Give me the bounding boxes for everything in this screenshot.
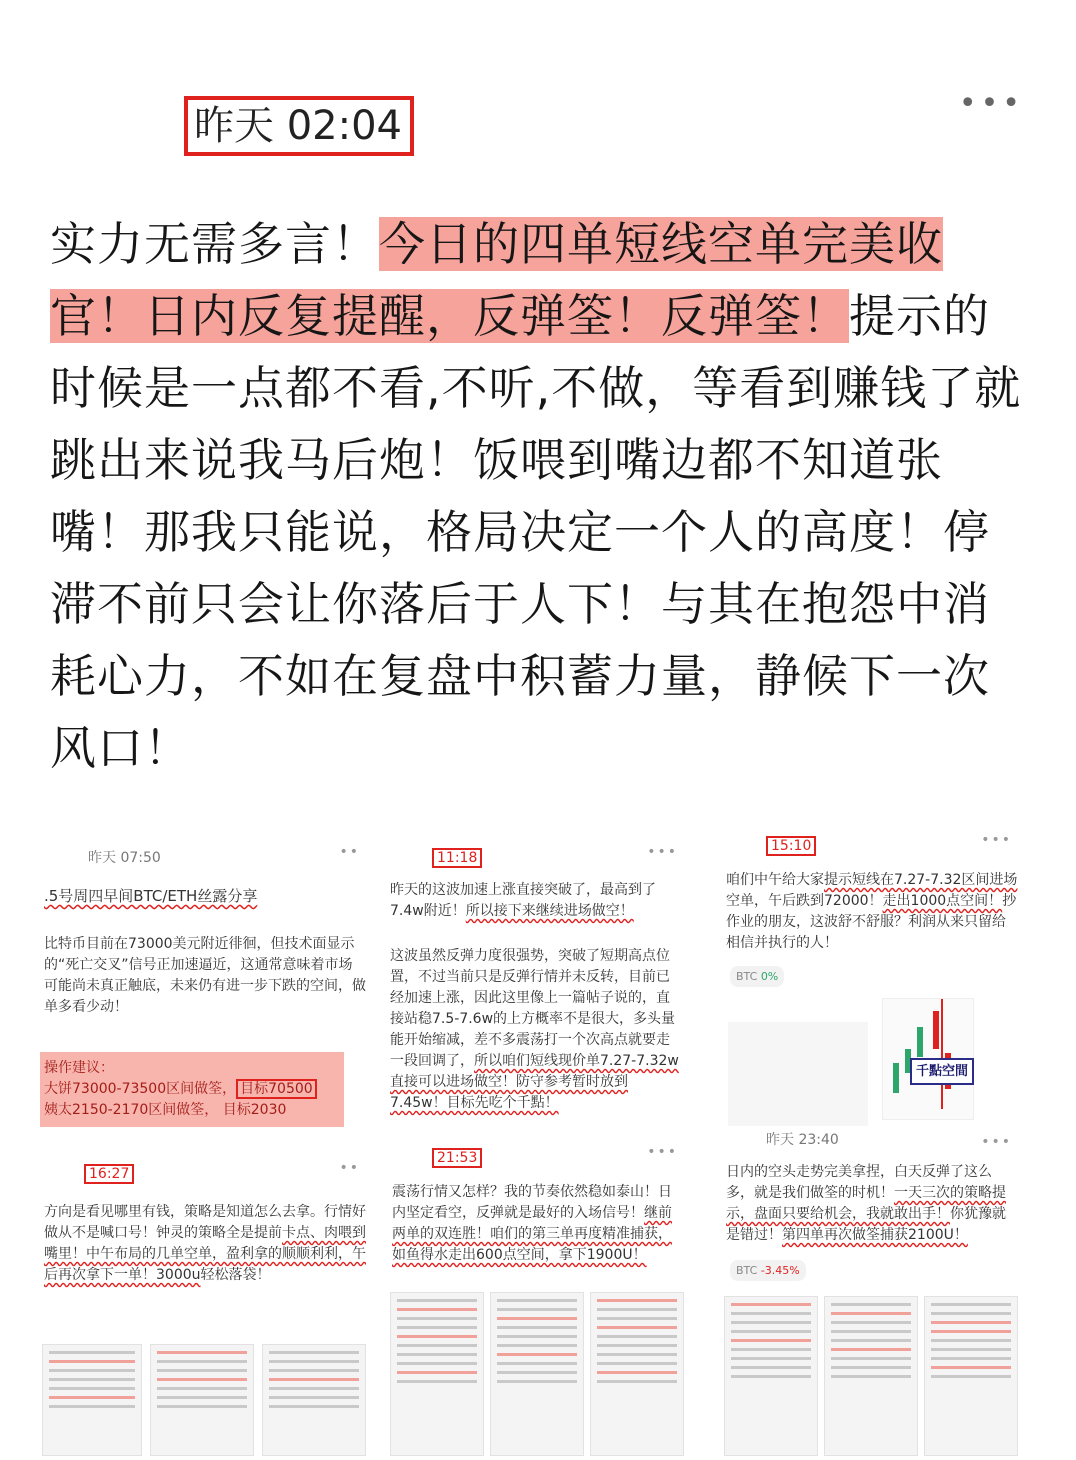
nested-screenshot-thumb	[728, 1022, 868, 1130]
screenshot-2[interactable]	[388, 842, 688, 1142]
screenshot-4-thumbnails	[40, 1344, 370, 1456]
screenshot-1-title: .5号周四早间BTC/ETH丝露分享	[44, 887, 258, 905]
coin-tag-btc[interactable]: BTC 0%	[730, 966, 784, 987]
screenshot-5-para-1: 震荡行情又怎样？我的节奏依然稳如泰山！日内坚定看空，反弹就是最好的入场信号！继前两单的双连胜！咱们的第三单再度精准捕获，如鱼得水走出600点空间，拿下1900U！	[392, 1184, 672, 1263]
screenshot-4-para-1: 方向是看见哪里有钱，策略是知道怎么去拿。行情好做从不是喊口号！钟灵的策略全是提前卡点、肉喂到嘴里！中午布局的几单空单，盈利拿的顺顺利利，午后再次拿下一单！3000u轻松落袋！	[44, 1204, 366, 1283]
more-options-icon[interactable]: •••	[958, 86, 1024, 121]
screenshot-3-time: 15:10	[766, 836, 816, 857]
screenshot-5[interactable]	[388, 1142, 688, 1456]
screenshot-5-thumbnails	[388, 1292, 688, 1456]
thumbnail	[150, 1344, 254, 1456]
screenshot-6-para-1: 日内的空头走势完美拿捏，白天反弹了这么多，就是我们做筌的时机！一天三次的策略提示，盘面只要给机会，我就敢出手！你犹豫就是错过！第四单再次做筌捕获2100U！	[726, 1164, 1006, 1243]
post-time: 昨天 02:04	[194, 103, 402, 149]
more-icon[interactable]: •••	[981, 1134, 1012, 1150]
thumbnail	[824, 1296, 918, 1456]
thumbnail	[390, 1292, 484, 1456]
screenshot-2-para-1: 昨天的这波加速上涨直接突破了，最高到了7.4w附近！所以接下来继续进场做空！	[390, 882, 656, 919]
thumbnail	[490, 1292, 584, 1456]
more-icon[interactable]: •••	[981, 832, 1012, 848]
screenshot-1-time: 昨天 07:50	[88, 850, 161, 866]
coin-tag-btc[interactable]: BTC -3.45%	[730, 1260, 806, 1281]
post-text-highlight: 今日的四单短线空单完美收官！日内反复提醒，反弹筌！反弹筌！	[50, 217, 943, 343]
screenshot-1-advice: 操作建议： 大饼73000-73500区间做筌， 目标70500 姨太2150-2170区间做筌， 目标2030	[40, 1052, 344, 1127]
screenshot-6[interactable]	[722, 1126, 1022, 1456]
screenshot-1[interactable]	[40, 842, 370, 1142]
screenshot-6-thumbnails	[722, 1296, 1022, 1456]
screenshot-2-time: 11:18	[432, 848, 482, 869]
screenshot-6-time: 昨天 23:40	[766, 1132, 839, 1148]
post-text-rest: 提示的时候是一点都不看,不听,不做，等看到赚钱了就跳出来说我马后炮！饭喂到嘴边都不知道张嘴！那我只能说，格局决定一个人的高度！停滞不前只会让你落后于人下！与其在抱怨中消耗心力，不如在复盘中积蓄力量，静候下一次风口！	[50, 289, 1022, 775]
screenshot-1-body: 比特币目前在73000美元附近徘徊，但技术面显示的“死亡交叉”信号正加速逼近，这通常意味着市场可能尚未真正触底，未来仍有进一步下跌的空间，做单多看少动！	[44, 936, 366, 1015]
thumbnail	[924, 1296, 1018, 1456]
screenshot-2-para-2: 这波虽然反弹力度很强势，突破了短期高点位置，不过当前只是反弹行情并未反转，目前已经加速上涨，因此这里像上一篇帖子说的，直接站稳7.5-7.6w的上方概率不是很大，多头量能开始缩减，差不多震荡打一个次高点就要走一段回调了，所以咱们短线现价单7.27-7.32w直接可以进场做空！防守参考暂时放到7.45w！目标先吃个千點！	[390, 948, 679, 1111]
more-icon[interactable]: •••	[647, 1144, 678, 1160]
chart-label: 千點空間	[910, 1058, 974, 1085]
screenshot-4[interactable]	[40, 1158, 370, 1456]
screenshot-3-para-1: 咱们中午给大家提示短线在7.27-7.32区间进场空单，午后跌到72000！走出1000点空间！抄作业的朋友，这波舒不舒服？利润从来只留给相信并执行的人！	[726, 872, 1018, 951]
more-icon[interactable]: ••	[339, 844, 360, 860]
thumbnail	[42, 1344, 142, 1456]
more-icon[interactable]: ••	[339, 1160, 360, 1176]
post-text-intro: 实力无需多言！	[50, 217, 379, 271]
down-arrow-icon	[941, 999, 943, 1109]
more-icon[interactable]: •••	[647, 844, 678, 860]
post-time-badge	[184, 96, 414, 156]
post-body	[50, 208, 1030, 784]
thumbnail	[724, 1296, 818, 1456]
screenshot-3[interactable]	[722, 830, 1022, 1148]
screenshot-4-time: 16:27	[84, 1164, 134, 1185]
thumbnail	[262, 1344, 366, 1456]
screenshot-5-time: 21:53	[432, 1148, 482, 1169]
thumbnail	[590, 1292, 684, 1456]
